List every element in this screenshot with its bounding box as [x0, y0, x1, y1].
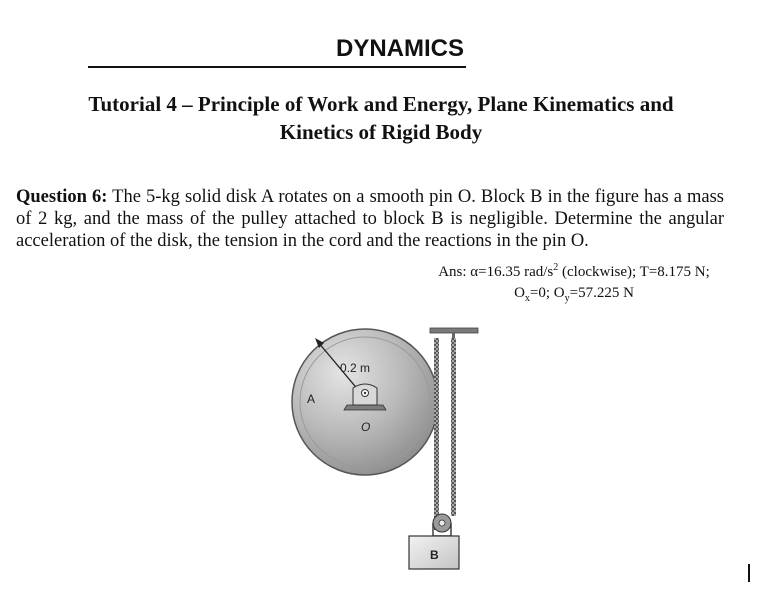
- tutorial-title-line1: Tutorial 4 – Principle of Work and Energy, Plane Kinematics and: [88, 92, 674, 116]
- block-label: B: [430, 548, 439, 562]
- answer-ox-subscript: x: [524, 293, 530, 304]
- disk-pulley-figure: [288, 318, 488, 582]
- disk-label: A: [307, 392, 316, 406]
- rope-left: [434, 338, 439, 530]
- answer-tension: (clockwise); T=8.175 N;: [558, 264, 710, 280]
- answer-ox-value: =0;: [529, 285, 554, 301]
- answer-ox-symbol: O: [514, 285, 525, 301]
- question-label: Question 6:: [16, 187, 108, 207]
- answer-oy-value: =57.225 N: [569, 285, 634, 301]
- answer-line2: [404, 283, 744, 304]
- pin-label: O: [361, 420, 371, 434]
- answer-oy-subscript: y: [564, 293, 570, 304]
- subject-heading: [88, 34, 466, 68]
- rope-right: [451, 338, 456, 516]
- answer-alpha-exponent: 2: [553, 262, 559, 273]
- question-text: The 5-kg solid disk A rotates on a smooth pin O. Block B in the figure has a mass of 2 kg, and the mass of the pulley attached to block B is negligible. Determine the angular acceleration of the disk, the tension in the cord and the reactions in the pin O.: [16, 187, 724, 251]
- tutorial-title-line2: Kinetics of Rigid Body: [279, 120, 483, 144]
- answer-block: [404, 262, 744, 304]
- question-paragraph: [16, 186, 724, 252]
- answer-line1: [404, 262, 744, 283]
- pulley-b: [433, 514, 451, 536]
- answer-alpha: Ans: α=16.35 rad/s: [438, 264, 554, 280]
- subject-title: DYNAMICS: [335, 35, 464, 62]
- tutorial-title: [20, 90, 742, 146]
- text-cursor: [748, 564, 750, 582]
- radius-label: 0.2 m: [340, 361, 371, 375]
- answer-oy-symbol: O: [553, 285, 565, 301]
